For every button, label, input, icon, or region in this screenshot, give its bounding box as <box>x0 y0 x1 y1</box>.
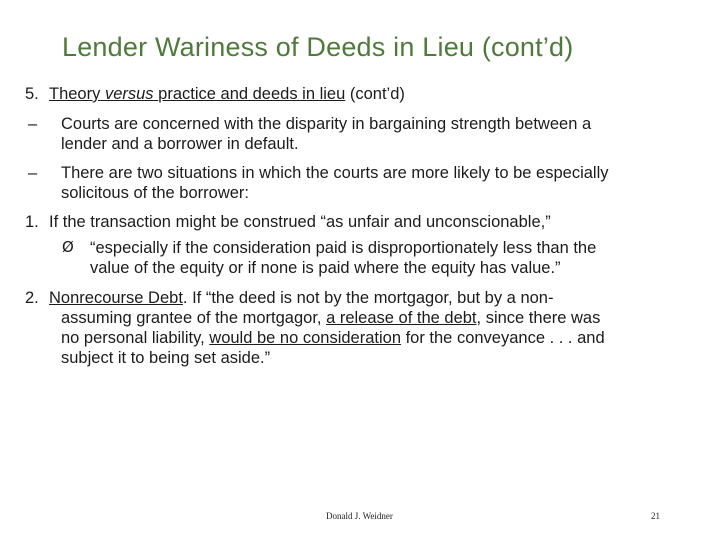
item-5-suffix: (cont’d) <box>349 85 405 103</box>
slide-title: Lender Wariness of Deeds in Lieu (cont’d) <box>62 32 574 62</box>
item-1-sub-line-1: “especially if the consideration paid is disproportionately less than the <box>90 239 597 257</box>
item-2-line-1-rest: . If “the deed is not by the mortgagor, but by a non- <box>182 289 554 307</box>
item-2-no-consideration: would be no consideration <box>209 329 401 347</box>
item-1-number: 1. <box>25 213 39 231</box>
bullet-2-line-2: solicitous of the borrower: <box>61 184 250 202</box>
item-2-label: Nonrecourse Debt <box>49 289 183 307</box>
bullet-1-line-2: lender and a borrower in default. <box>61 135 299 153</box>
item-5-rest: practice and deeds in lieu <box>158 85 346 103</box>
bullet-1-line-1: Courts are concerned with the disparity in bargaining strength between a <box>61 115 592 133</box>
page-number: 21 <box>651 511 660 521</box>
item-2-line-2 <box>61 308 600 328</box>
item-5-number: 5. <box>25 85 39 103</box>
item-2-line-2-post: , since there was <box>476 309 601 327</box>
item-2-line-4: subject it to being set aside.” <box>61 349 271 367</box>
footer-author: Donald J. Weidner <box>326 511 393 521</box>
item-2-line-1 <box>49 288 553 308</box>
item-1-sub-line-2: value of the equity or if none is paid where the equity has value.” <box>90 259 561 277</box>
item-2-line-3-pre: no personal liability, <box>61 329 210 347</box>
item-2-line-3-post: for the conveyance . . . and <box>401 329 605 347</box>
item-2-release-of-debt: a release of the debt <box>326 309 477 327</box>
item-5-versus: versus <box>104 85 154 103</box>
item-5-heading <box>49 84 405 104</box>
arrow-bullet-icon: Ø <box>62 238 74 256</box>
bullet-2-line-1: There are two situations in which the courts are more likely to be especially <box>61 164 609 182</box>
dash-marker: – <box>28 164 38 182</box>
item-5-theory: Theory <box>49 85 101 103</box>
item-2-line-3 <box>61 328 605 348</box>
dash-marker: – <box>28 115 38 133</box>
item-1-text: If the transaction might be construed “as unfair and unconscionable,” <box>49 213 551 231</box>
item-2-number: 2. <box>25 289 39 307</box>
item-2-line-2-pre: assuming grantee of the mortgagor, <box>61 309 327 327</box>
